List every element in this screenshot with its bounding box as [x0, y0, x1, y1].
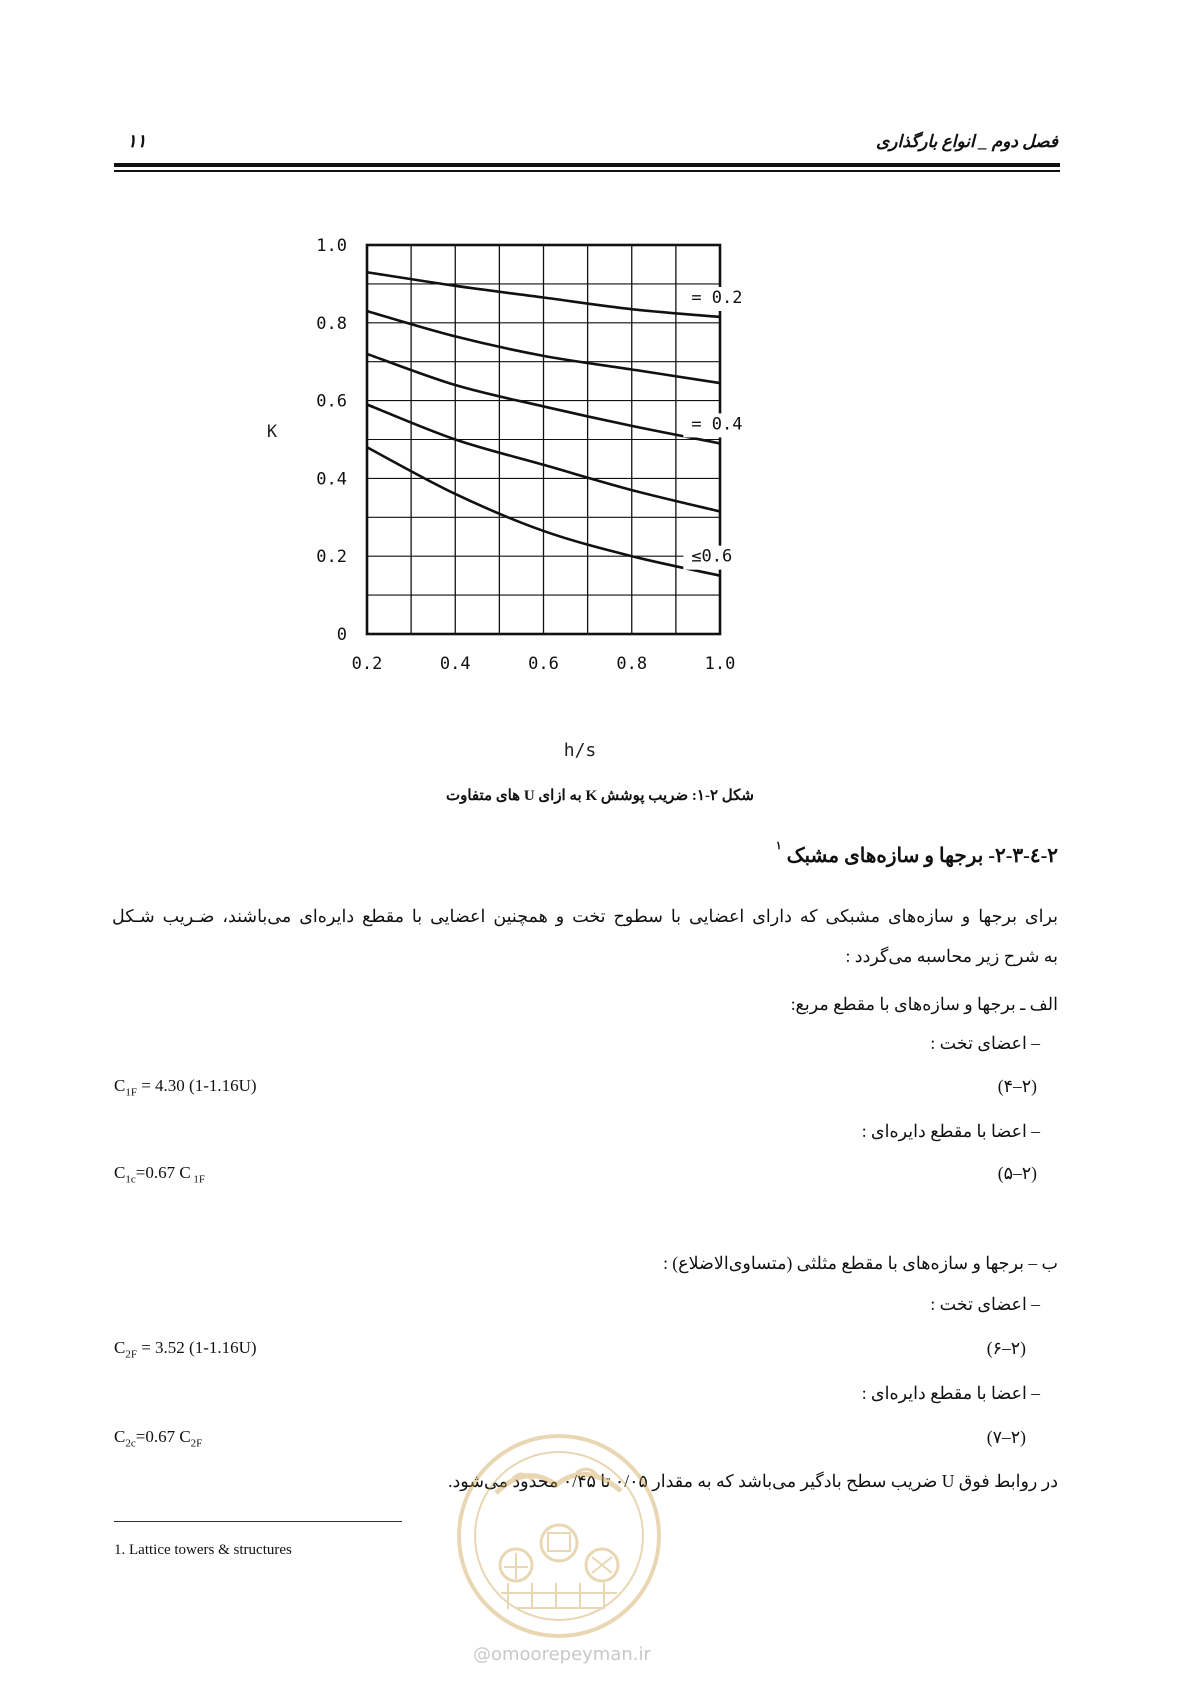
eq7-subscript: 2c — [125, 1437, 136, 1450]
eq7-subscript2: 2F — [190, 1437, 203, 1450]
y-tick-label: 0.8 — [316, 313, 347, 334]
y-tick-label: 0.2 — [316, 547, 347, 568]
footnote-rule — [114, 1521, 402, 1522]
intro-paragraph-line2: به شرح زیر محاسبه می‌گردد : — [845, 946, 1058, 966]
closing-paragraph: در روابط فوق U ضریب سطح بادگیر می‌باشد که به مقدار ۰/۰۵ تا ۰/۴۵ محدود می‌شود. — [448, 1471, 1058, 1491]
equation-2-4 — [114, 1076, 257, 1098]
eq5-body: =0.67 C — [135, 1163, 191, 1182]
y-tick-label: 0.4 — [316, 469, 347, 490]
eq5-symbol: C — [114, 1163, 126, 1182]
equation-number-2-7: (۲–۷) — [986, 1427, 1026, 1447]
watermark-url: @omoorepeyman.ir — [473, 1644, 651, 1665]
eq6-symbol: C — [114, 1338, 126, 1357]
k-chart — [0, 0, 1190, 770]
eq4-symbol: C — [114, 1076, 126, 1095]
x-tick-label: 0.4 — [439, 654, 471, 674]
y-tick-label: 0 — [336, 625, 347, 645]
watermark-seal — [456, 1433, 662, 1639]
seal-icon — [456, 1433, 662, 1639]
eq6-body: = 3.52 (1-1.16U) — [136, 1338, 257, 1357]
eq7-body: =0.67 C — [135, 1427, 191, 1446]
y-tick-label: 0.6 — [316, 391, 347, 412]
equation-2-6 — [114, 1338, 257, 1360]
footnote-text: 1. Lattice towers & structures — [114, 1542, 292, 1558]
square-section-heading: الف ـ برجها و سازه‌های با مقطع مربع: — [790, 994, 1058, 1014]
x-axis-label: h/s — [563, 740, 597, 761]
equation-number-2-6: (۲–۶) — [986, 1338, 1026, 1358]
equation-2-7 — [114, 1427, 202, 1449]
triangle-section-heading: ب – برجها و سازه‌های با مقطع مثلثی (متساوی‌الاضلاع) : — [663, 1253, 1058, 1273]
footnote-reference: ۱ — [775, 840, 782, 852]
chart-series-labels — [683, 287, 775, 570]
x-tick-label: 1.0 — [704, 654, 736, 674]
section-heading-text: ۲-٤-۲-۳- برجها و سازه‌های مشبک — [786, 845, 1058, 867]
eq4-body: = 4.30 (1-1.16U) — [136, 1076, 257, 1095]
flat-members-label-2: – اعضای تخت : — [930, 1294, 1040, 1314]
eq4-subscript: 1F — [125, 1086, 137, 1099]
series-label: = 0.2 — [691, 287, 743, 308]
running-header-title: فصل دوم _ انواع بارگذاری — [875, 132, 1058, 151]
chart-grid — [367, 245, 720, 634]
intro-paragraph-line1: برای برجها و سازه‌های مشبکی که دارای اعضایی با سطوح تخت و همچنین اعضایی با مقطع دایره‌ای می‌باشند، ضـریب شـکل — [112, 906, 1058, 926]
x-tick-label: 0.6 — [528, 654, 559, 674]
section-heading — [775, 840, 1058, 868]
figure-caption-text: شکل ۲-۱: ضریب پوشش K به ازای U های متفاوت — [446, 788, 754, 804]
eq5-subscript2: 1F — [190, 1173, 206, 1186]
figure-k-chart — [0, 0, 1190, 770]
equation-2-5 — [114, 1163, 205, 1185]
flat-members-label: – اعضای تخت : — [930, 1033, 1040, 1053]
figure-caption — [300, 786, 900, 805]
eq6-subscript: 2F — [125, 1348, 137, 1361]
series-label: ≤0.6 — [691, 546, 733, 567]
x-tick-label: 0.2 — [351, 654, 383, 674]
equation-number-2-5: (۲–۵) — [997, 1163, 1037, 1183]
y-axis-label: K — [266, 422, 278, 442]
circular-members-label-2: – اعضا با مقطع دایره‌ای : — [861, 1383, 1040, 1403]
eq7-symbol: C — [114, 1427, 126, 1446]
series-label: = 0.4 — [691, 414, 743, 435]
y-tick-label: 1.0 — [316, 236, 347, 256]
eq5-subscript: 1c — [125, 1173, 136, 1186]
circular-members-label: – اعضا با مقطع دایره‌ای : — [861, 1121, 1040, 1141]
page-number: ۱۱ — [127, 131, 147, 151]
x-tick-label: 0.8 — [616, 654, 648, 674]
equation-number-2-4: (۲–۴) — [997, 1076, 1037, 1096]
